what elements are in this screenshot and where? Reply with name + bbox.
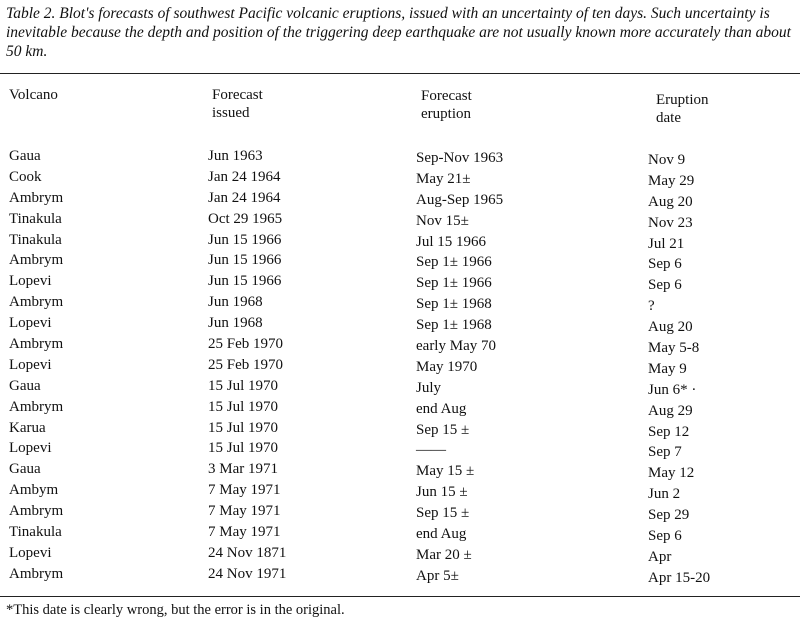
forecast-eruption-cell: Sep 1± 1968: [416, 296, 492, 313]
eruption-date-cell: Sep 6: [648, 528, 682, 545]
table-row: [0, 418, 800, 439]
forecast-issued-cell: 15 Jul 1970: [208, 398, 279, 415]
table-row: [0, 188, 800, 209]
eruption-date-cell: Sep 7: [648, 444, 682, 461]
table-row: [0, 480, 800, 501]
volcano-cell: Lopevi: [9, 315, 52, 332]
forecast-eruption-cell: May 21±: [416, 170, 471, 187]
eruption-date-cell: Apr: [648, 548, 672, 565]
header-eruption-date-line1: Eruption: [656, 92, 709, 108]
forecast-issued-cell: Jun 15 1966: [208, 231, 282, 248]
table-row: [0, 167, 800, 188]
volcano-cell: Ambrym: [9, 252, 64, 269]
eruption-date-cell: Nov 9: [648, 152, 686, 168]
footnote: *This date is clearly wrong, but the error is in the original.: [6, 602, 345, 618]
forecast-eruption-cell: May 15 ±: [416, 463, 475, 480]
volcano-cell: Cook: [9, 168, 42, 185]
header-eruption-date-line2: date: [656, 110, 681, 126]
forecast-issued-cell: Jun 15 1966: [208, 273, 282, 290]
table-row: [0, 250, 800, 271]
volcano-cell: Tinakula: [9, 524, 62, 541]
table-row: [0, 459, 800, 480]
table-row: [0, 209, 800, 230]
forecast-eruption-cell: end Aug: [416, 400, 467, 417]
table-row: [0, 146, 800, 167]
forecast-issued-cell: Jun 1963: [208, 148, 263, 164]
eruption-date-cell: Jul 21: [648, 235, 685, 252]
volcano-cell: Lopevi: [9, 273, 52, 290]
forecast-eruption-cell: early May 70: [416, 338, 496, 355]
forecast-issued-cell: 7 May 1971: [208, 524, 281, 541]
header-forecast-eruption: [421, 87, 472, 123]
header-forecast-issued-line2: issued: [212, 105, 250, 121]
volcano-cell: Gaua: [9, 148, 41, 164]
header-forecast-issued: [212, 86, 263, 122]
eruption-date-cell: Jun 2: [648, 486, 681, 503]
eruption-date-cell: Aug 20: [648, 319, 693, 336]
volcano-cell: Lopevi: [9, 440, 52, 457]
forecast-issued-cell: 25 Feb 1970: [208, 336, 283, 353]
volcano-cell: Ambrym: [9, 336, 64, 353]
forecast-eruption-cell: Sep 1± 1968: [416, 317, 492, 334]
forecast-issued-cell: Jun 1968: [208, 294, 263, 311]
forecast-eruption-cell: Sep 15 ±: [416, 505, 470, 522]
header-volcano: [9, 86, 58, 104]
forecast-eruption-cell: Jun 15 ±: [416, 484, 468, 501]
forecast-issued-cell: 15 Jul 1970: [208, 419, 279, 436]
forecast-eruption-cell: Sep-Nov 1963: [416, 150, 504, 166]
eruption-date-cell: May 9: [648, 360, 687, 377]
header-forecast-eruption-line1: Forecast: [421, 88, 472, 104]
forecast-issued-cell: 15 Jul 1970: [208, 440, 279, 457]
volcano-cell: Ambrym: [9, 189, 64, 206]
volcano-cell: Tinakula: [9, 231, 62, 248]
forecast-eruption-cell: ——: [416, 442, 446, 459]
forecast-eruption-cell: Sep 1± 1966: [416, 275, 492, 292]
forecast-eruption-cell: Sep 15 ±: [416, 421, 470, 438]
forecast-issued-cell: Jun 1968: [208, 315, 263, 332]
table-row: [0, 230, 800, 251]
table-row: [0, 271, 800, 292]
forecast-eruption-cell: Aug-Sep 1965: [416, 191, 504, 208]
forecast-eruption-cell: Nov 15±: [416, 212, 469, 229]
header-eruption-date: [656, 91, 709, 127]
forecast-issued-cell: 25 Feb 1970: [208, 356, 283, 373]
table-row: [0, 522, 800, 543]
table-row: [0, 564, 800, 585]
forecast-issued-cell: 7 May 1971: [208, 503, 281, 520]
volcano-cell: Ambrym: [9, 565, 64, 582]
table-row: [0, 543, 800, 564]
eruption-date-cell: Sep 12: [648, 423, 690, 440]
table-row: [0, 313, 800, 334]
eruption-date-cell: Sep 6: [648, 256, 682, 273]
forecast-eruption-cell: May 1970: [416, 358, 478, 375]
forecast-issued-cell: Jan 24 1964: [208, 168, 281, 185]
forecast-eruption-cell: Sep 1± 1966: [416, 254, 492, 271]
volcano-cell: Gaua: [9, 461, 41, 478]
forecast-issued-cell: 24 Nov 1971: [208, 565, 287, 582]
forecast-issued-cell: 3 Mar 1971: [208, 461, 278, 478]
eruption-date-cell: Apr 15-20: [648, 569, 711, 586]
eruption-date-cell: Sep 6: [648, 277, 682, 294]
eruption-date-cell: Nov 23: [648, 214, 693, 231]
forecast-eruption-cell: July: [416, 379, 442, 396]
bottom-rule: [0, 596, 800, 597]
volcano-cell: Ambrym: [9, 398, 64, 415]
eruption-date-cell: May 29: [648, 172, 695, 189]
table-caption: Table 2. Blot's forecasts of southwest Pacific volcanic eruptions, issued with an uncertainty of ten days. Such uncertainty is inevitable because the depth and position of the triggering deep earthquake are not usually known more accurately than about 50 km.: [6, 5, 791, 60]
forecast-issued-cell: Jan 24 1964: [208, 189, 281, 206]
volcano-cell: Karua: [9, 419, 46, 436]
header-forecast-eruption-line2: eruption: [421, 106, 471, 122]
volcano-cell: Tinakula: [9, 210, 62, 227]
table-row: [0, 355, 800, 376]
table-row: [0, 501, 800, 522]
forecast-issued-cell: Oct 29 1965: [208, 210, 283, 227]
volcano-cell: Gaua: [9, 377, 41, 394]
header-volcano-line1: Volcano: [9, 87, 58, 103]
table-row: [0, 292, 800, 313]
forecast-issued-cell: 7 May 1971: [208, 482, 281, 499]
forecast-issued-cell: 15 Jul 1970: [208, 377, 279, 394]
eruption-date-cell: Aug 20: [648, 193, 693, 210]
forecast-eruption-cell: Apr 5±: [416, 567, 459, 584]
eruption-date-cell: Sep 29: [648, 507, 690, 524]
volcano-cell: Ambrym: [9, 294, 64, 311]
forecast-issued-cell: 24 Nov 1871: [208, 544, 287, 561]
table-row: [0, 397, 800, 418]
forecast-issued-cell: Jun 15 1966: [208, 252, 282, 269]
volcano-cell: Lopevi: [9, 544, 52, 561]
volcano-cell: Ambym: [9, 482, 59, 499]
table-body: [0, 146, 800, 585]
top-rule: [0, 73, 800, 74]
eruption-date-cell: ?: [648, 298, 655, 315]
volcano-cell: Ambrym: [9, 503, 64, 520]
forecast-eruption-cell: end Aug: [416, 526, 467, 543]
table-row: [0, 376, 800, 397]
eruption-date-cell: May 5-8: [648, 340, 700, 357]
forecast-eruption-cell: Jul 15 1966: [416, 233, 487, 250]
forecast-eruption-cell: Mar 20 ±: [416, 546, 472, 563]
eruption-date-cell: May 12: [648, 465, 695, 482]
eruption-date-cell: Aug 29: [648, 402, 693, 419]
table-row: [0, 334, 800, 355]
eruption-date-cell: Jun 6* ·: [648, 381, 697, 398]
table-row: [0, 438, 800, 459]
header-forecast-issued-line1: Forecast: [212, 87, 263, 103]
volcano-cell: Lopevi: [9, 356, 52, 373]
